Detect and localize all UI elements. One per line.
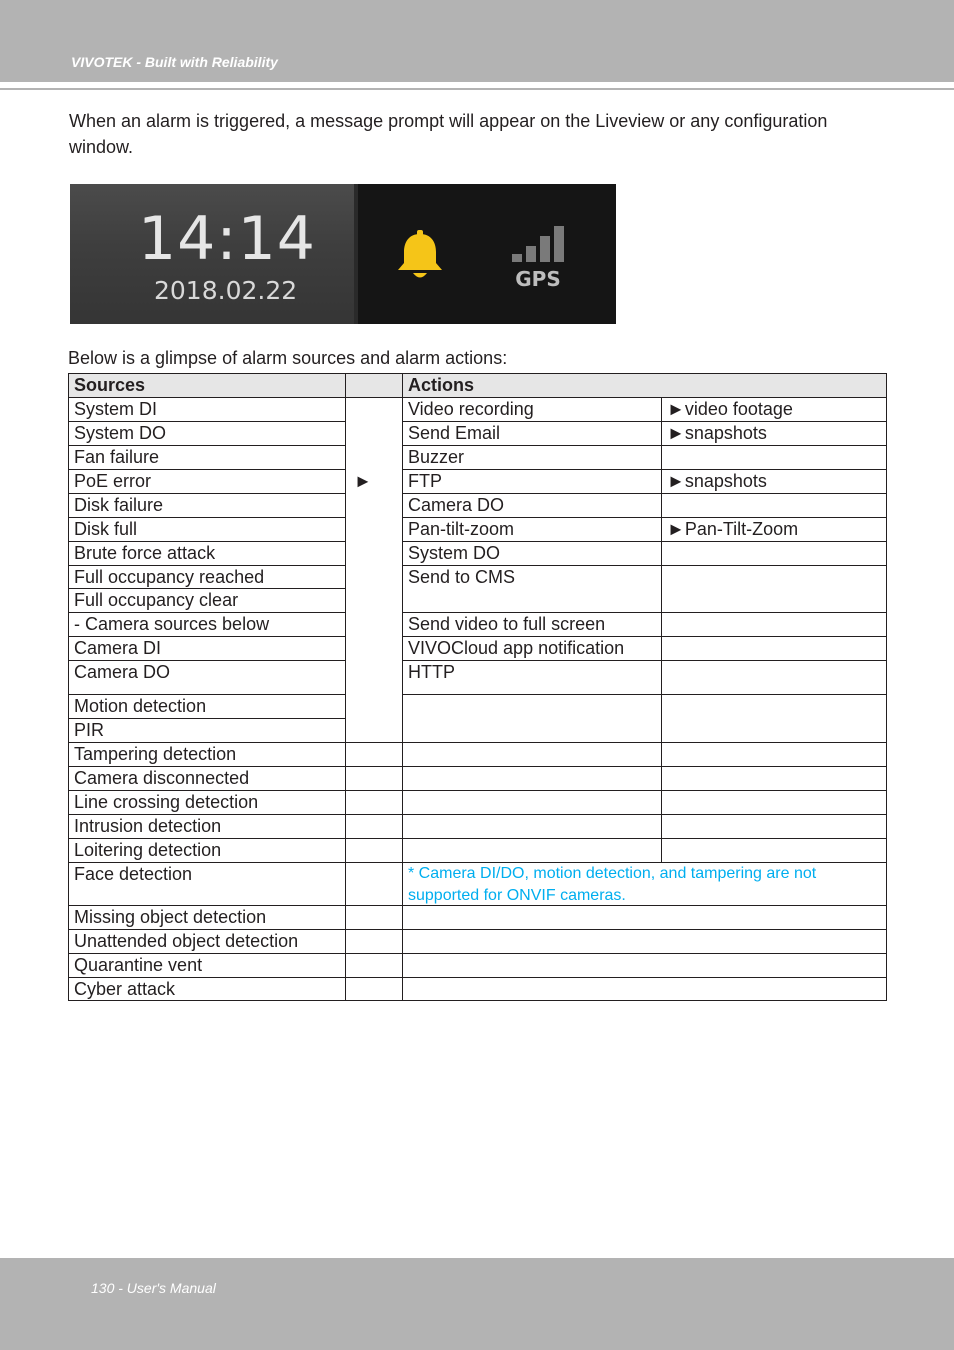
subaction-empty-cell: [661, 814, 887, 839]
header-actions: Actions: [402, 373, 887, 398]
subaction-empty-cell: [661, 838, 887, 863]
action-empty-cell: [402, 953, 887, 978]
arrow-empty-cell: [345, 790, 403, 815]
action-cell: VIVOCloud app notification: [402, 636, 662, 661]
source-cell: Camera DO: [68, 660, 346, 695]
action-cell: Send to CMS: [402, 565, 662, 613]
source-cell: Tampering detection: [68, 742, 346, 767]
arrow-empty-cell: [345, 977, 403, 1001]
source-cell: Full occupancy reached: [68, 565, 346, 589]
source-cell: Camera DI: [68, 636, 346, 661]
subaction-cell: [661, 493, 887, 518]
subaction-cell: ►snapshots: [661, 421, 887, 446]
action-empty-cell: [402, 905, 887, 930]
action-cell: HTTP: [402, 660, 662, 695]
action-empty-cell: [402, 814, 662, 839]
subaction-cell: [661, 565, 887, 613]
source-cell: - Camera sources below: [68, 612, 346, 637]
clock-date: 2018.02.22: [154, 276, 298, 305]
subaction-cell: [661, 636, 887, 661]
subaction-empty-cell: [661, 766, 887, 791]
source-cell: System DO: [68, 421, 346, 446]
arrow-icon: ►: [354, 471, 372, 491]
subaction-cell: [661, 612, 887, 637]
arrow-empty-cell: [345, 953, 403, 978]
signal-bars-icon: [510, 226, 566, 290]
subaction-cell: ►Pan-Tilt-Zoom: [661, 517, 887, 542]
alarm-prompt-screenshot: [70, 184, 616, 324]
page-header: [0, 0, 954, 82]
subaction-empty-cell: [661, 694, 887, 743]
intro-paragraph: When an alarm is triggered, a message prompt will appear on the Liveview or any configuration window.: [69, 111, 828, 157]
source-cell: Disk failure: [68, 493, 346, 518]
source-cell: Unattended object detection: [68, 929, 346, 954]
source-cell: PIR: [68, 718, 346, 743]
source-cell: Disk full: [68, 517, 346, 542]
action-cell: Camera DO: [402, 493, 662, 518]
source-cell: Face detection: [68, 862, 346, 906]
arrow-empty-cell: [345, 814, 403, 839]
source-cell: Brute force attack: [68, 541, 346, 566]
source-cell: Loitering detection: [68, 838, 346, 863]
arrow-column: [345, 397, 403, 743]
source-cell: System DI: [68, 397, 346, 422]
subaction-empty-cell: [661, 742, 887, 767]
source-cell: Line crossing detection: [68, 790, 346, 815]
source-cell: Quarantine vent: [68, 953, 346, 978]
action-cell: System DO: [402, 541, 662, 566]
arrow-empty-cell: [345, 766, 403, 791]
action-cell: Video recording: [402, 397, 662, 422]
source-cell: PoE error: [68, 469, 346, 494]
alarm-table: [68, 373, 886, 1000]
action-cell: Buzzer: [402, 445, 662, 470]
arrow-empty-cell: [345, 742, 403, 767]
arrow-empty-cell: [345, 929, 403, 954]
source-cell: Missing object detection: [68, 905, 346, 930]
clock-panel: [70, 184, 354, 324]
header-sources: Sources: [68, 373, 346, 398]
source-cell: Intrusion detection: [68, 814, 346, 839]
table-caption: Below is a glimpse of alarm sources and alarm actions:: [68, 348, 508, 368]
action-cell: FTP: [402, 469, 662, 494]
bell-icon[interactable]: [392, 230, 448, 282]
subaction-cell: [661, 541, 887, 566]
action-empty-cell: [402, 694, 662, 743]
action-empty-cell: [402, 929, 887, 954]
subaction-cell: ►snapshots: [661, 469, 887, 494]
subaction-cell: [661, 660, 887, 695]
action-empty-cell: [402, 766, 662, 791]
subaction-empty-cell: [661, 790, 887, 815]
arrow-empty-cell: [345, 838, 403, 863]
clock-time: 14:14: [138, 204, 316, 274]
action-empty-cell: [402, 742, 662, 767]
action-empty-cell: [402, 790, 662, 815]
header-divider: [0, 88, 954, 90]
subaction-cell: [661, 445, 887, 470]
subaction-cell: ►video footage: [661, 397, 887, 422]
arrow-empty-cell: [345, 862, 403, 906]
page-number: 130 - User's Manual: [91, 1280, 216, 1296]
action-cell: Pan-tilt-zoom: [402, 517, 662, 542]
source-cell: Camera disconnected: [68, 766, 346, 791]
arrow-empty-cell: [345, 905, 403, 930]
action-cell: Send Email: [402, 421, 662, 446]
onvif-note: * Camera DI/DO, motion detection, and tampering are not supported for ONVIF cameras.: [402, 862, 887, 906]
action-cell: Send video to full screen: [402, 612, 662, 637]
brand-tagline: VIVOTEK - Built with Reliability: [71, 54, 278, 70]
source-cell: Fan failure: [68, 445, 346, 470]
source-cell: Motion detection: [68, 694, 346, 719]
header-spacer: [345, 373, 403, 398]
action-empty-cell: [402, 977, 887, 1001]
action-empty-cell: [402, 838, 662, 863]
source-cell: Cyber attack: [68, 977, 346, 1001]
page-footer: [0, 1258, 954, 1350]
source-cell: Full occupancy clear: [68, 588, 346, 613]
gps-label: GPS: [515, 267, 561, 290]
